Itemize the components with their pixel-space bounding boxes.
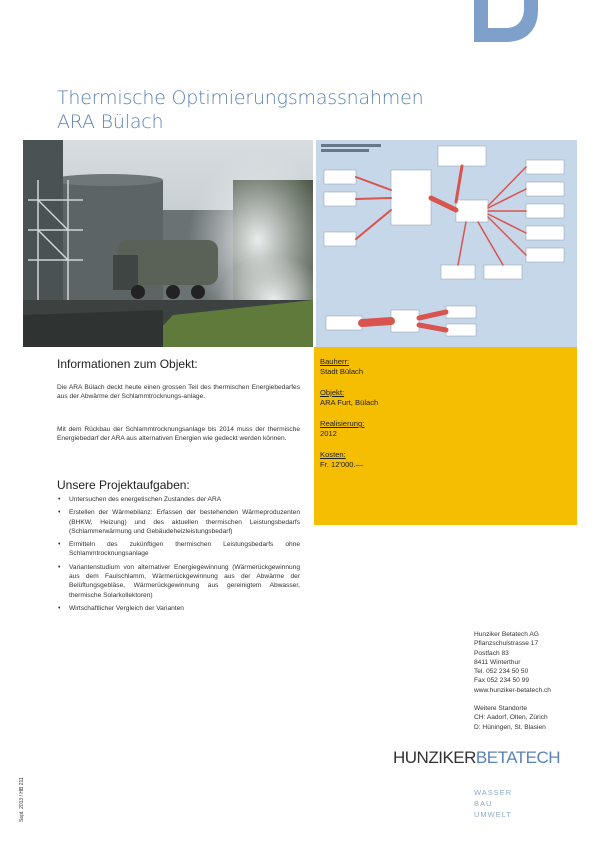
site-photo xyxy=(23,140,313,347)
pobox: Postfach 83 xyxy=(474,649,509,657)
client-block xyxy=(320,357,363,377)
brand-tagline xyxy=(474,787,512,820)
list-item xyxy=(57,508,300,536)
title-line-2: ARA Bülach xyxy=(57,111,164,133)
list-item xyxy=(57,495,300,504)
bullet-icon: • xyxy=(58,604,61,612)
other-sites-line-2: D: Hüningen, St. Blasien xyxy=(474,723,546,731)
other-sites-line-1: CH: Aadorf, Olten, Zürich xyxy=(474,714,548,722)
task-text: Variantenstudium von alternativer Energiegewinnung (Wärmerückgewinnung aus dem Faulschlamm, Wärmerückgewinnung aus der Abwärme der Belüftungsgebläse, Wärmerückgewinnung aus gereinigtem Abwasser, thermische Solarkollektoren) xyxy=(69,563,300,599)
object-value: ARA Furt, Bülach xyxy=(320,398,379,407)
list-item xyxy=(57,563,300,600)
contact-block xyxy=(474,630,551,732)
other-sites-label: Weitere Standorte xyxy=(474,705,528,713)
list-item xyxy=(57,604,300,613)
task-text: Erstellen der Wärmebilanz: Erfassen der bestehenden Wärmeproduzenten (BHKW, Heizung) und des aktuellen thermischen Leistungsbedarfs (Schlammerwärmung und Gebäudeheizleistungsbedarf) xyxy=(69,509,300,535)
info-paragraph-1: Die ARA Bülach deckt heute einen grossen Teil des thermischen Energiebedarfes aus der Abwärme der Schlammtrocknungs-anlage. xyxy=(57,384,300,401)
bullet-icon: • xyxy=(58,563,61,571)
title-line-1: Thermische Optimierungsmassnahmen xyxy=(57,87,424,109)
tagline-3: UMWELT xyxy=(474,810,512,819)
cost-value: Fr. 12'000.— xyxy=(320,460,364,469)
tasks-list xyxy=(57,495,300,617)
fax: Fax 052 234 50 99 xyxy=(474,677,529,685)
object-block xyxy=(320,388,378,408)
realization-label: Realisierung: xyxy=(320,419,365,428)
cost-label: Kosten: xyxy=(320,450,346,459)
task-text: Wirtschaftlicher Vergleich der Varianten xyxy=(69,604,184,612)
brand-part-2: BETATECH xyxy=(475,748,561,767)
phone: Tel. 052 234 50 50 xyxy=(474,668,529,676)
brand-part-1: HUNZIKER xyxy=(393,748,476,767)
info-paragraph-2: Mit dem Rückbau der Schlammtrocknungsanlage bis 2014 muss der thermische Energiebedarf der ARA aus alternativen Energien wie gedeckt werden können. xyxy=(57,426,300,443)
company-name: Hunziker Betatech AG xyxy=(474,631,539,638)
street: Pflanzschulstrasse 17 xyxy=(474,640,539,648)
tagline-2: BAU xyxy=(474,799,493,808)
bullet-icon: • xyxy=(58,541,61,549)
bullet-icon: • xyxy=(58,509,61,517)
energy-flow-diagram xyxy=(316,140,577,347)
tasks-heading: Unsere Projektaufgaben: xyxy=(57,478,190,492)
object-label: Objekt: xyxy=(320,388,345,397)
page-title xyxy=(57,86,423,134)
city: 8411 Winterthur xyxy=(474,658,521,666)
client-value: Stadt Bülach xyxy=(320,367,364,376)
bullet-icon: • xyxy=(58,496,61,503)
realization-value: 2012 xyxy=(320,429,337,438)
website-link[interactable]: www.hunziker-betatech.ch xyxy=(474,686,551,694)
list-item xyxy=(57,540,300,559)
tagline-1: WASSER xyxy=(474,788,513,797)
project-facts-panel xyxy=(314,347,577,525)
client-label: Bauherr: xyxy=(320,357,350,366)
document-code: Sept. 2013 / HB 211 xyxy=(19,777,25,822)
task-text: Untersuchen des energetischen Zustandes der ARA xyxy=(69,496,222,503)
realization-block xyxy=(320,419,364,439)
brand-logo xyxy=(393,748,560,768)
info-heading: Informationen zum Objekt: xyxy=(57,357,198,371)
logo-mark-icon xyxy=(474,0,538,42)
task-text: Ermitteln des zukünftigen thermischen Leistungsbedarfs ohne Schlammtrocknungsanlage xyxy=(69,541,300,558)
cost-block xyxy=(320,450,363,470)
